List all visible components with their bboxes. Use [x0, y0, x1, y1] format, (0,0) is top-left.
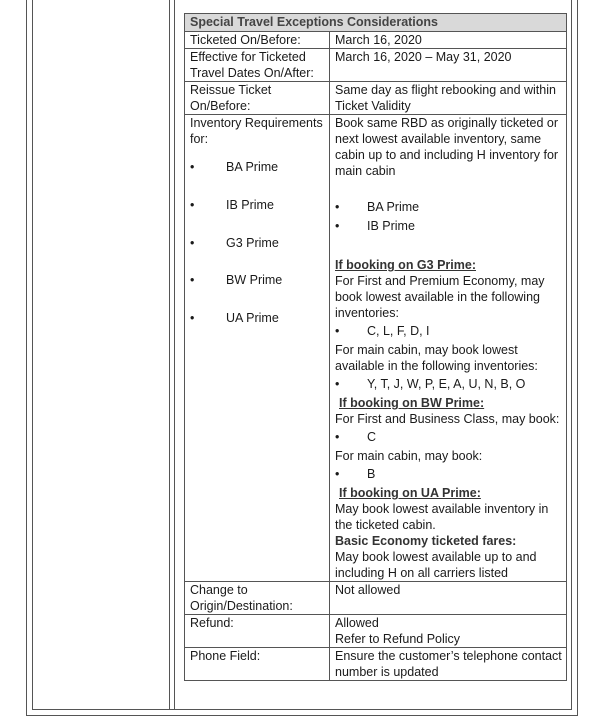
list-item: [190, 272, 325, 310]
g3-first-text: For First and Premium Economy, may book lowest available in the following inventories:: [335, 274, 545, 320]
table-row: [185, 582, 567, 615]
row-label: Effective for Ticketed Travel Dates On/After:: [185, 49, 330, 82]
list-item: [190, 159, 325, 197]
bullet-icon: •: [335, 200, 340, 214]
row-label: Inventory Requirements for:: [190, 116, 323, 146]
bullet-icon: •: [190, 311, 195, 326]
carrier-name: BA Prime: [226, 160, 279, 174]
table-row: [185, 615, 567, 648]
row-value: March 16, 2020: [330, 32, 567, 49]
table-row: [185, 82, 567, 115]
table-title: Special Travel Exceptions Considerations: [185, 14, 567, 32]
g3-first-classes: C, L, F, D, I: [367, 324, 430, 338]
bullet-icon: •: [190, 197, 195, 212]
table-row: [185, 115, 567, 582]
basic-economy-heading: Basic Economy ticketed fares:: [335, 534, 517, 548]
bullet-icon: •: [335, 467, 340, 481]
ua-heading: If booking on UA Prime:: [339, 486, 481, 500]
travel-exceptions-table: [184, 13, 567, 681]
row-value: Not allowed: [330, 582, 567, 615]
carrier-name: IB Prime: [367, 219, 415, 233]
inventory-value-cell: [330, 115, 567, 582]
row-value: March 16, 2020 – May 31, 2020: [330, 49, 567, 82]
list-item: [335, 429, 562, 445]
row-label: Change to Origin/Destination:: [185, 582, 330, 615]
bw-first-text: For First and Business Class, may book:: [335, 412, 560, 426]
row-value: Same day as flight rebooking and within Ticket Validity: [330, 82, 567, 115]
bw-heading: If booking on BW Prime:: [339, 396, 485, 410]
column-divider: [169, 0, 170, 709]
inventory-label-cell: [185, 115, 330, 582]
bullet-icon: •: [335, 430, 340, 444]
list-item: [190, 235, 325, 273]
list-item: [190, 310, 325, 348]
bullet-icon: •: [335, 377, 340, 391]
table-header-row: [185, 14, 567, 32]
carrier-name: BW Prime: [226, 273, 283, 288]
bw-main-classes: B: [367, 467, 376, 481]
list-item: [335, 218, 562, 234]
bullet-icon: •: [335, 219, 340, 233]
carrier-name: BA Prime: [367, 200, 420, 214]
carrier-name: IB Prime: [226, 197, 274, 212]
row-value: Ensure the customer’s telephone contact number is updated: [330, 648, 567, 681]
row-label: Phone Field:: [185, 648, 330, 681]
column-divider: [174, 0, 175, 709]
row-value: Allowed: [335, 616, 379, 630]
table-row: [185, 648, 567, 681]
ua-text: May book lowest available inventory in the ticketed cabin.: [335, 502, 549, 532]
bullet-icon: •: [190, 160, 195, 174]
bw-first-classes: C: [367, 430, 377, 444]
carrier-list: [190, 159, 325, 348]
bullet-icon: •: [335, 324, 340, 338]
inventory-intro: Book same RBD as originally ticketed or next lowest available inventory, same cabin up to and including H inventory for main cabin: [335, 116, 559, 178]
row-label: Refund:: [185, 615, 330, 648]
table-row: [185, 32, 567, 49]
g3-heading: If booking on G3 Prime:: [335, 258, 476, 272]
list-item: [335, 466, 562, 482]
row-label: Reissue Ticket On/Before:: [185, 82, 330, 115]
row-value-cell: [330, 615, 567, 648]
row-label: Ticketed On/Before:: [185, 32, 330, 49]
bullet-icon: •: [190, 235, 195, 250]
g3-main-classes: Y, T, J, W, P, E, A, U, N, B, O: [367, 377, 526, 391]
table-row: [185, 49, 567, 82]
list-item: [335, 376, 562, 392]
carrier-name: G3 Prime: [226, 235, 279, 250]
list-item: [335, 199, 562, 215]
list-item: [190, 197, 325, 235]
bw-main-text: For main cabin, may book:: [335, 449, 483, 463]
row-value: Refer to Refund Policy: [335, 632, 461, 646]
carrier-name: UA Prime: [226, 311, 279, 326]
bullet-icon: •: [190, 273, 195, 288]
g3-main-text: For main cabin, may book lowest available in the following inventories:: [335, 343, 538, 373]
basic-economy-text: May book lowest available up to and including H on all carriers listed: [335, 550, 537, 580]
list-item: [335, 323, 562, 339]
